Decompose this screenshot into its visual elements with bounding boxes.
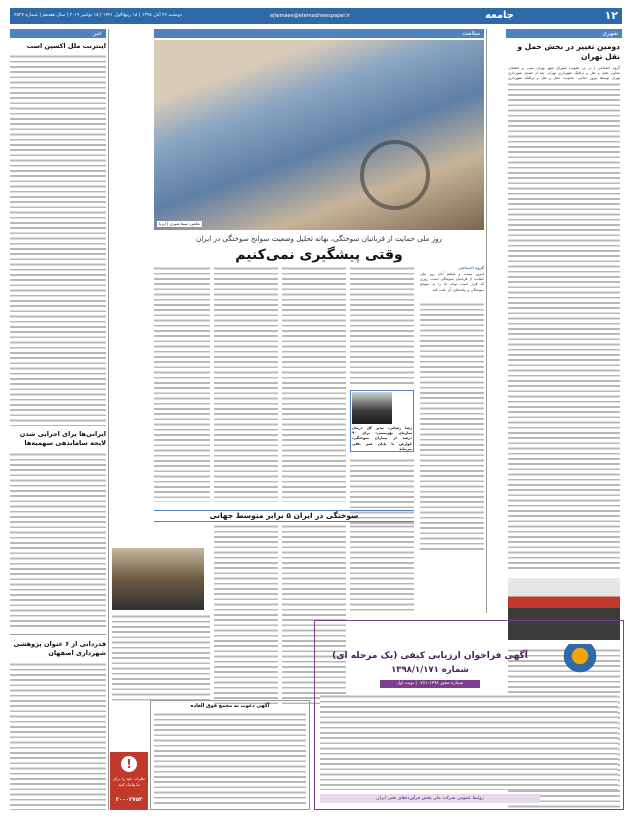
photo-credit: عکس: سینا شیری | ایرنا [159, 221, 201, 226]
ad-logo-icon [560, 644, 600, 674]
center-byline: گروه اجتماعی [458, 266, 484, 270]
interview-col-4 [112, 614, 210, 704]
left-body-1 [10, 54, 106, 426]
left-headline-3: قدردانی از ۶ عنوان پژوهشی شهرداری اصفهان [13, 640, 106, 657]
column-rule-1 [486, 29, 487, 613]
interviewee-portrait [112, 548, 204, 610]
center-col-4 [214, 266, 278, 502]
left-section-label: خبر [10, 29, 106, 38]
right-body-text [508, 82, 620, 572]
center-col-5 [154, 266, 210, 502]
ad-body-text [320, 694, 618, 790]
column-rule-2 [108, 29, 109, 810]
photo-wheelchair-icon [360, 140, 430, 210]
left-headline-2: ایرانی‌ها برای اجرایی شدن لایحه ساماندهی سهمیه‌ها [19, 430, 106, 447]
hotline-number: ۳۰۰۰۲۷۵۳ [115, 797, 143, 803]
notice-title: آگهی دعوت به مجمع فوق العاده [190, 703, 270, 709]
center-col-2 [350, 266, 414, 386]
official-portrait [352, 392, 392, 424]
burn-victims-photo [154, 40, 484, 230]
center-headline: وقتی پیشگیری نمی‌کنیم [235, 247, 403, 263]
center-col-3 [282, 266, 346, 502]
interview-col-1 [350, 524, 414, 614]
ad-title: آگهی فراخوان ارزیابی کیفی (یک مرحله ای) [332, 651, 528, 661]
hotline-label: نظرات خود را برای ما پیامک کنید [112, 776, 146, 787]
email: ejtemaee@etemadnewspaper.ir [270, 13, 350, 19]
notice-body [154, 712, 306, 806]
section-title: جامعه [485, 10, 514, 21]
hotline-info-icon: ! [121, 756, 137, 772]
center-lead: امروز بیست و ششم آبان روز ملی حمایت از قربانیان سوختگی است. روزی که قرار است توجه ما را به سوانح سوختگی و پیامدهای آن جلب کند. [420, 272, 484, 292]
center-col-1 [420, 302, 484, 552]
left-body-2 [10, 452, 106, 630]
ad-footer: روابط عمومی شرکت ملی پخش فرآورده‌های نفتی ایران [320, 794, 540, 803]
center-kicker: روز ملی حمایت از قربانیان سوختگی، بهانه تحلیل وضعیت سوانح سوختگی در ایران [195, 234, 443, 243]
left-divider [10, 634, 106, 635]
right-headline: دومین تغییر در بخش حمل و نقل تهران [517, 42, 620, 61]
date-line: دوشنبه ۲۶ آبان ۱۳۹۸ | ۱۸ ربیع‌الاول ۱۴۴۱ | ۱۸ نوامبر ۲۰۱۹ | سال هفدهم | شماره ۴۵۲۷ [14, 13, 182, 18]
page-number: ۱۲ [604, 9, 618, 22]
right-section-label: شهری [506, 29, 622, 38]
interview-headline: سوختگی در ایران ۵ برابر متوسط جهانی [154, 510, 414, 522]
ad-ref: شماره مجوز ۱۳۹۸-۰۷۸۱ | نوبت اول [380, 680, 480, 688]
interview-col-3 [214, 524, 278, 704]
ad-number: شماره ۱۳۹۸/۱/۱۷۱ [391, 665, 469, 675]
right-body-first: گروه اجتماعی | در پی تصویب شورای شهر تهران مبنی بر انتصاف معاون حمل و نقل و ترافیک شهرداری تهران، بعد از تصدی شهرداری تهران توسط پیروز حناچی، معاونت حمل و نقل و ترافیک شهرداری [508, 66, 620, 81]
pullquote-text: رضا رضایی، مدیر کل درمان سازمان بهزیستی: برای ۹۰ درصد از بیماران سوختگی، عوارض تا پایان عمر باقی می‌ماند [352, 426, 412, 451]
left-body-3 [10, 662, 106, 810]
left-headline-1: اینترنت ملل اکسپن است [26, 42, 106, 50]
center-section-label: سلامت [154, 29, 484, 38]
